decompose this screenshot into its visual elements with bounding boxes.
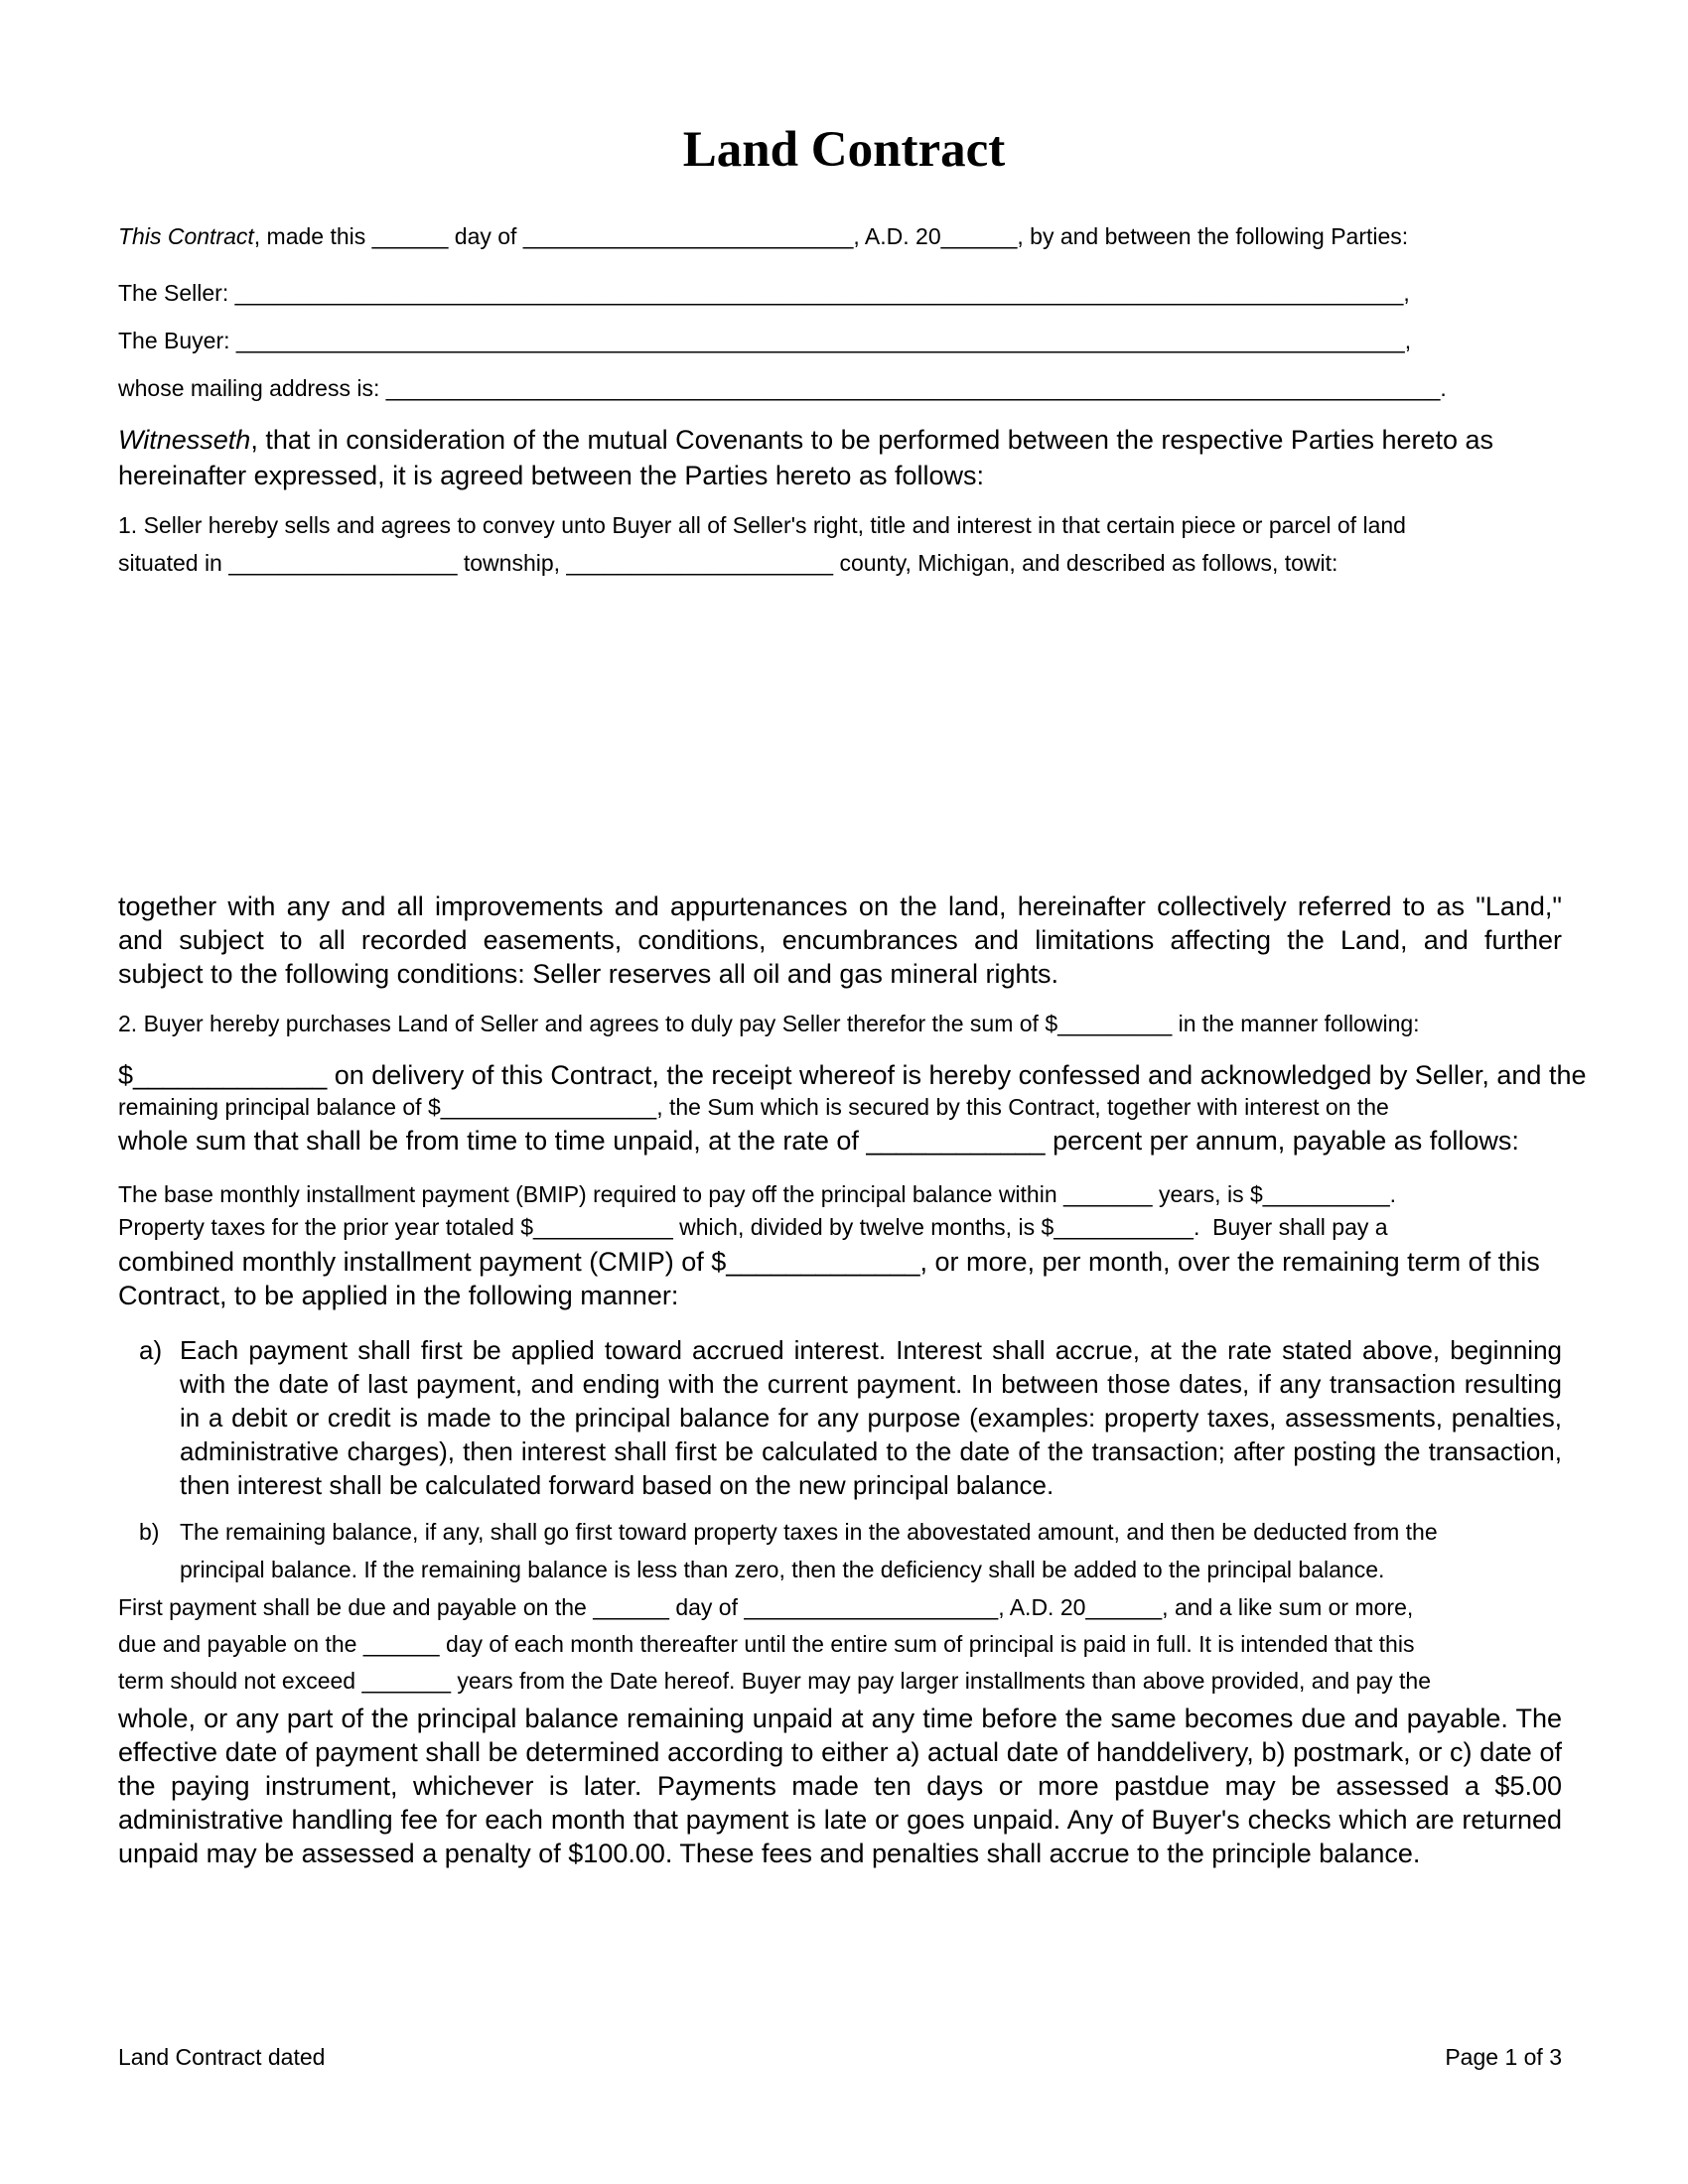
list-marker-b: b) (139, 1519, 160, 1545)
list-a-line: Each payment shall first be applied toward accrued interest. Interest shall accrue, at the rate stated above, beginning (180, 1335, 1562, 1365)
list-a-line: with the date of last payment, and ending with the current payment. In between those dates, if any transaction resulting (180, 1369, 1562, 1399)
bmip-line-4: Contract, to be applied in the following manner: (118, 1281, 679, 1310)
footer-document-label: Land Contract dated (118, 2044, 326, 2070)
clause2-line-1: 2. Buyer hereby purchases Land of Seller and agrees to duly pay Seller therefor the sum of $_________ in the manner following: (118, 1011, 1420, 1036)
witnesseth-line-2: hereinafter expressed, it is agreed between the Parties hereto as follows: (118, 461, 984, 490)
first-payment-line: unpaid may be assessed a penalty of $100.00. These fees and penalties shall accrue to the principle balance. (118, 1839, 1421, 1868)
intro-line (118, 223, 1562, 250)
buyer-label: The Buyer: (118, 328, 236, 353)
payment-line-1: $_____________ on delivery of this Contract, the receipt whereof is hereby confessed and acknowledged by Seller, and the (118, 1060, 1587, 1090)
witnesseth-line-1 (118, 425, 1562, 456)
together-line-1: together with any and all improvements and appurtenances on the land, hereinafter collectively referred to as "Land," (118, 891, 1562, 921)
witnesseth-rest: , that in consideration of the mutual Covenants to be performed between the respective Parties hereto as (250, 425, 1494, 455)
list-a-line: administrative charges), then interest shall first be calculated to the date of the transaction; after posting the transaction, (180, 1436, 1562, 1466)
first-payment-line: First payment shall be due and payable on the ______ day of ____________________, A.D. 20______, and a like sum or more, (118, 1594, 1414, 1620)
intro-rest: , made this ______ day of __________________________, A.D. 20______, by and between the following Parties: (253, 223, 1409, 249)
list-a-line: in a debit or credit is made to the principal balance for any purpose (examples: property taxes, assessments, penalties, (180, 1403, 1562, 1433)
first-payment-line: effective date of payment shall be determined according to either a) actual date of handdelivery, b) postmark, or c) date of (118, 1737, 1562, 1767)
document-title: Land Contract (682, 122, 1006, 178)
mailing-blank: ___________________________________________________________________________________. (385, 375, 1447, 401)
buyer-blank: ____________________________________________________________________________________________, (235, 328, 1412, 353)
first-payment-line: whole, or any part of the principal balance remaining unpaid at any time before the same becomes due and payable. The (118, 1704, 1562, 1733)
mailing-line (118, 375, 1562, 402)
mailing-label: whose mailing address is: (118, 375, 386, 401)
bmip-line-3: combined monthly installment payment (CMIP) of $_____________, or more, per month, over the remaining term of this (118, 1247, 1540, 1277)
payment-line-2: remaining principal balance of $_________________, the Sum which is secured by this Contract, together with interest on the (118, 1094, 1389, 1120)
seller-label: The Seller: (118, 280, 235, 306)
footer-page-number: Page 1 of 3 (1445, 2044, 1562, 2070)
buyer-line (118, 328, 1562, 354)
list-b-line: principal balance. If the remaining balance is less than zero, then the deficiency shall be added to the principal balance. (180, 1557, 1385, 1582)
together-line-3: subject to the following conditions: Seller reserves all oil and gas mineral rights. (118, 959, 1058, 989)
first-payment-line: administrative handling fee for each month that payment is late or goes unpaid. Any of Buyer's checks which are returned (118, 1805, 1562, 1835)
witnesseth-word: Witnesseth (118, 425, 251, 455)
seller-blank: ____________________________________________________________________________________________, (234, 280, 1410, 306)
first-payment-line: the paying instrument, whichever is later. Payments made ten days or more pastdue may be assessed a $5.00 (118, 1771, 1562, 1801)
bmip-line-1: The base monthly installment payment (BMIP) required to pay off the principal balance within _______ years, is $__________. (118, 1181, 1397, 1207)
clause1-line-2: situated in __________________ township, _____________________ county, Michigan, and described as follows, towit: (118, 550, 1338, 576)
clause1-line-1: 1. Seller hereby sells and agrees to convey unto Buyer all of Seller's right, title and interest in that certain piece or parcel of land (118, 512, 1406, 538)
this-contract-phrase: This Contract (118, 223, 254, 249)
payment-line-3: whole sum that shall be from time to time unpaid, at the rate of ____________ percent per annum, payable as follows: (118, 1126, 1519, 1156)
together-line-2: and subject to all recorded easements, conditions, encumbrances and limitations affecting the Land, and further (118, 925, 1562, 955)
first-payment-line: due and payable on the ______ day of each month thereafter until the entire sum of principal is paid in full. It is intended that this (118, 1631, 1415, 1657)
bmip-line-2: Property taxes for the prior year totaled $___________ which, divided by twelve months, is $___________. Buyer shall pay a (118, 1214, 1388, 1240)
list-b-line: The remaining balance, if any, shall go first toward property taxes in the abovestated amount, and then be deducted from the (180, 1519, 1438, 1545)
list-marker-a: a) (139, 1335, 163, 1365)
land-description-area[interactable] (118, 586, 1562, 874)
seller-line (118, 280, 1562, 307)
first-payment-line: term should not exceed _______ years from the Date hereof. Buyer may pay larger installments than above provided, and pay the (118, 1668, 1431, 1694)
list-a-line: then interest shall be calculated forward based on the new principal balance. (180, 1470, 1055, 1500)
